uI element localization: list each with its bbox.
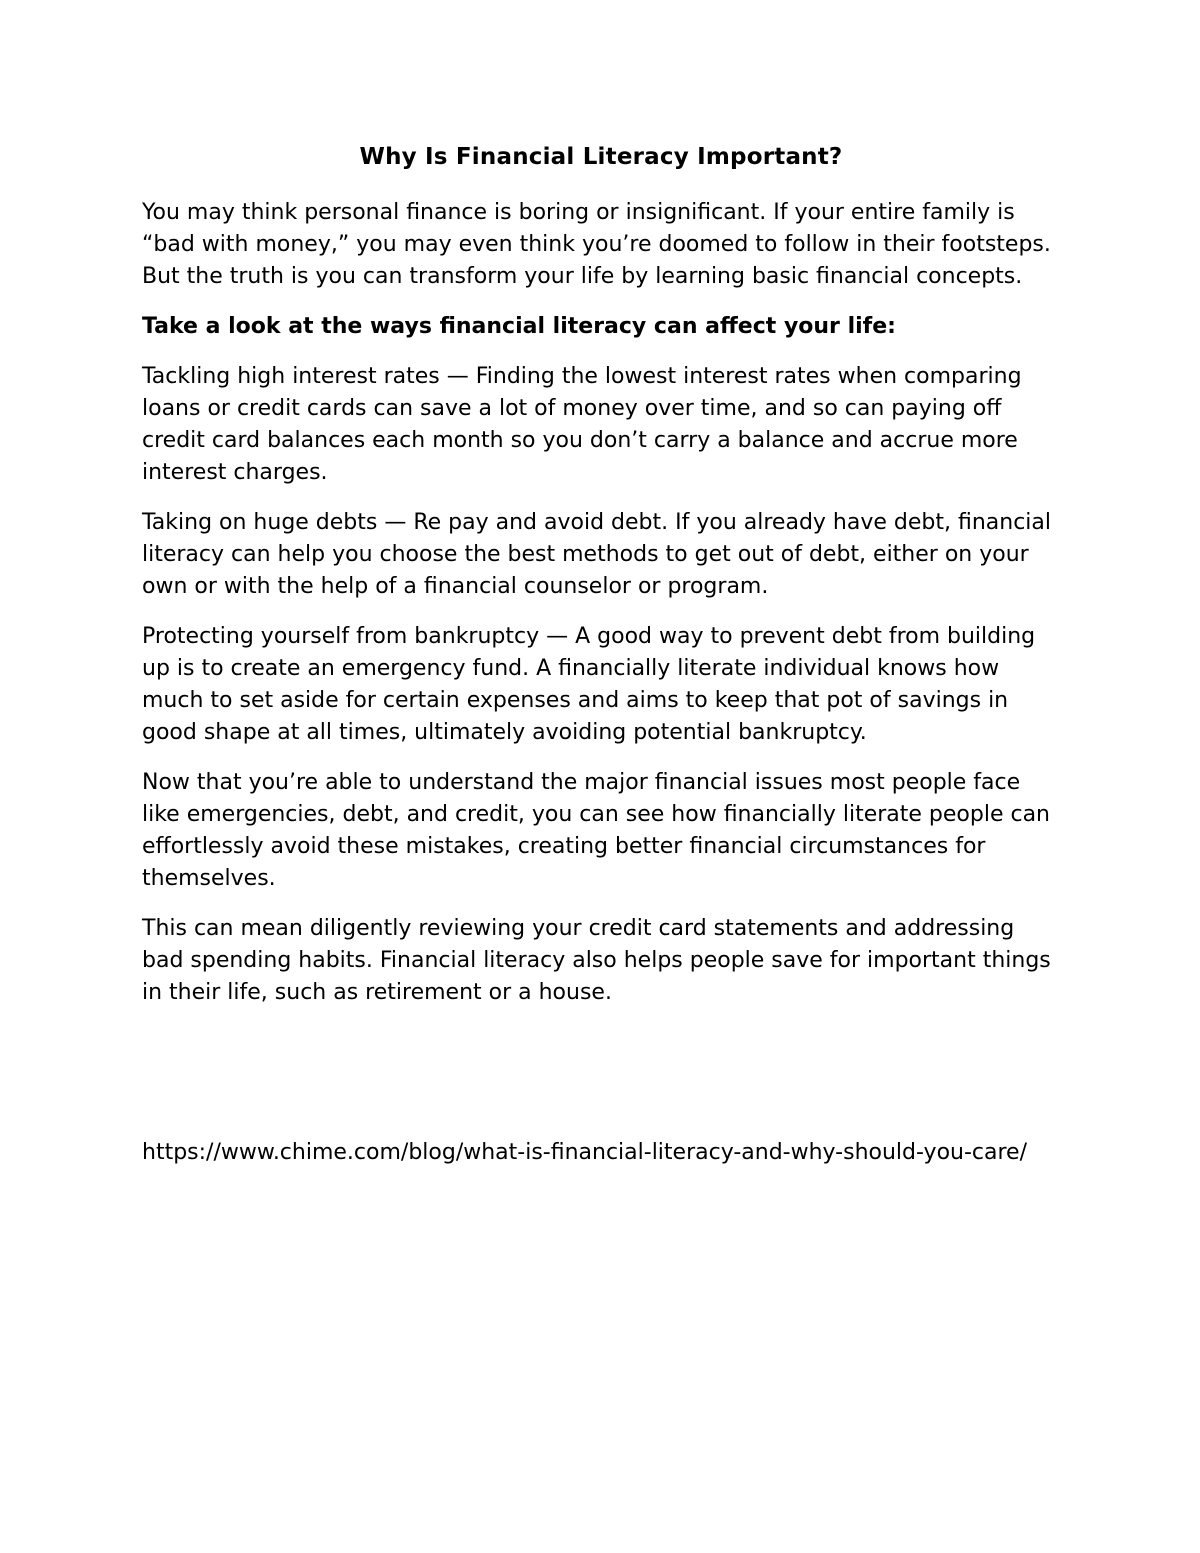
document-page <box>142 140 1060 1169</box>
source-url: https://www.chime.com/blog/what-is-financial-literacy-and-why-should-you-care/ <box>142 1140 1027 1165</box>
paragraph-huge-debts: Taking on huge debts — Re pay and avoid debt. If you already have debt, financial literacy can help you choose the best methods to get out of debt, either on your own or with the help of a financial counselor or program. <box>142 510 1051 599</box>
paragraph-interest-rates: Tackling high interest rates — Finding the lowest interest rates when comparing loans or credit cards can save a lot of money over time, and so can paying off credit card balances each month so you don’t carry a balance and accrue more interest charges. <box>142 364 1022 485</box>
intro-paragraph: You may think personal finance is boring or insignificant. If your entire family is “bad with money,” you may even think you’re doomed to follow in their footsteps. But the truth is you can transform your life by learning basic financial concepts. <box>142 200 1051 289</box>
subheading: Take a look at the ways financial literacy can affect your life: <box>142 314 896 339</box>
spacer <box>142 1027 1060 1137</box>
paragraph-bankruptcy: Protecting yourself from bankruptcy — A good way to prevent debt from building up is to create an emergency fund. A financially literate individual knows how much to set aside for certain expenses and aims to keep that pot of savings in good shape at all times, ultimately avoiding potential bankruptcy. <box>142 624 1036 745</box>
document-title: Why Is Financial Literacy Important? <box>359 144 843 170</box>
paragraph-financial-issues: Now that you’re able to understand the major financial issues most people face like emergencies, debt, and credit, you can see how financially literate people can effortlessly avoid these mistakes, creating better financial circumstances for themselves. <box>142 770 1050 891</box>
paragraph-credit-statements: This can mean diligently reviewing your credit card statements and addressing bad spending habits. Financial literacy also helps people save for important things in their life, such as retirement or a house. <box>142 916 1051 1005</box>
